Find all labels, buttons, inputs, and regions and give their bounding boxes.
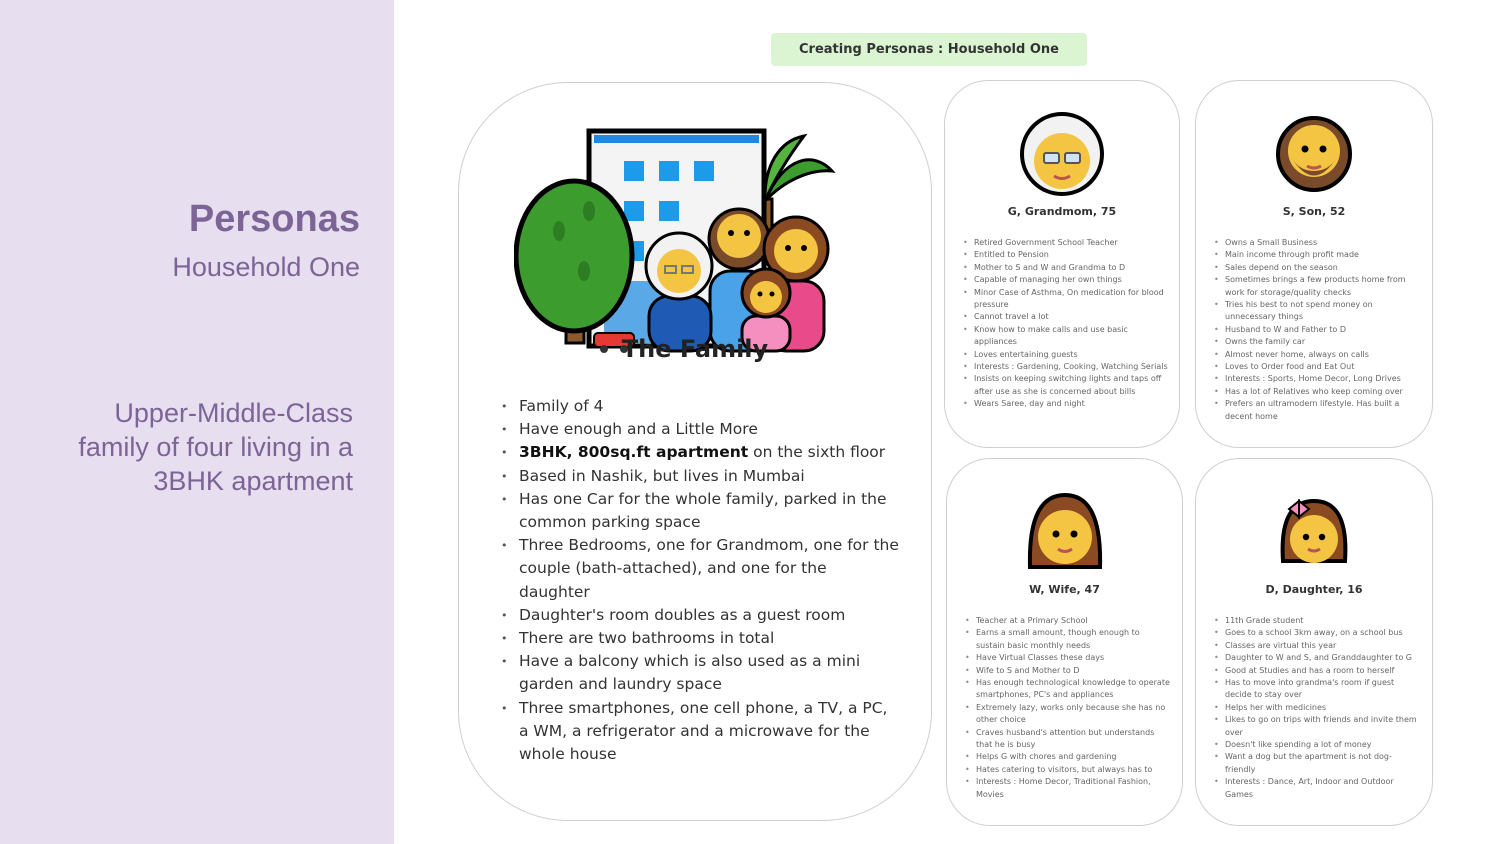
list-item: • 11th Grade student <box>1214 615 1419 627</box>
list-item: • Has one Car for the whole family, parked in the common parking space <box>501 488 901 534</box>
list-item: • Wife to S and Mother to D <box>965 665 1170 677</box>
list-item: • Craves husband's attention but understands that he is busy <box>965 727 1170 752</box>
bearded-man-face-icon <box>1269 109 1359 199</box>
list-item: • Wears Saree, day and night <box>963 398 1168 410</box>
list-item: • Husband to W and Father to D <box>1214 324 1419 336</box>
list-item: • Doesn't like spending a lot of money <box>1214 739 1419 751</box>
list-item: • Three Bedrooms, one for Grandmom, one for the couple (bath-attached), and one for the daughter <box>501 534 901 604</box>
list-item: • Have a balcony which is also used as a mini garden and laundry space <box>501 650 901 696</box>
list-item: • Three smartphones, one cell phone, a TV, a PC, a WM, a refrigerator and a microwave for the whole house <box>501 697 901 767</box>
list-item: • Classes are virtual this year <box>1214 640 1419 652</box>
persona-card-grandmom <box>944 80 1180 448</box>
list-item: • Interests : Dance, Art, Indoor and Outdoor Games <box>1214 776 1419 801</box>
list-item: • Sales depend on the season <box>1214 262 1419 274</box>
family-illustration-icon <box>514 121 859 361</box>
list-item: • Have Virtual Classes these days <box>965 652 1170 664</box>
persona-card-wife <box>946 458 1183 826</box>
list-item: • Insists on keeping switching lights and taps off after use as she is concerned about bills <box>963 373 1168 398</box>
list-item: • Retired Government School Teacher <box>963 237 1168 249</box>
list-item: • Sometimes brings a few products home from work for storage/quality checks <box>1214 274 1419 299</box>
list-item: • Loves entertaining guests <box>963 349 1168 361</box>
family-bullet-list <box>501 395 901 766</box>
list-item: • Hates catering to visitors, but always has to <box>965 764 1170 776</box>
list-item: • Main income through profit made <box>1214 249 1419 261</box>
list-item: • Owns the family car <box>1214 336 1419 348</box>
list-item: • Helps G with chores and gardening <box>965 751 1170 763</box>
list-item: • Mother to S and W and Grandma to D <box>963 262 1168 274</box>
list-item: • Interests : Home Decor, Traditional Fashion, Movies <box>965 776 1170 801</box>
list-item: • Loves to Order food and Eat Out <box>1214 361 1419 373</box>
list-item: • Has a lot of Relatives who keep coming over <box>1214 386 1419 398</box>
apartment-detail: on the sixth floor <box>748 443 886 462</box>
persona-card-son <box>1195 80 1433 448</box>
list-item: • Almost never home, always on calls <box>1214 349 1419 361</box>
list-item: • Goes to a school 3km away, on a school bus <box>1214 627 1419 639</box>
list-item: • Helps her with medicines <box>1214 702 1419 714</box>
list-item: • Interests : Gardening, Cooking, Watching Serials <box>963 361 1168 373</box>
persona-card-daughter <box>1195 458 1433 826</box>
list-item: • Capable of managing her own things <box>963 274 1168 286</box>
sidebar-panel <box>0 0 394 844</box>
list-item: • Based in Nashik, but lives in Mumbai <box>501 465 901 488</box>
household-description <box>78 396 353 498</box>
list-item: • Good at Studies and has a room to herself <box>1214 665 1419 677</box>
family-card <box>458 82 932 821</box>
list-item: • Tries his best to not spend money on unnecessary things <box>1214 299 1419 324</box>
page-subtitle: Household One <box>172 252 360 282</box>
list-item: • Daughter to W and S, and Granddaughter to G <box>1214 652 1419 664</box>
description-line-3: 3BHK apartment <box>153 466 353 496</box>
girl-face-icon <box>1269 487 1359 577</box>
grandmother-face-icon <box>1017 109 1107 199</box>
list-item: • Earns a small amount, though enough to sustain basic monthly needs <box>965 627 1170 652</box>
family-heading: The Family <box>621 335 769 363</box>
persona-name: G, Grandmom, 75 <box>1007 205 1117 218</box>
list-item: • Know how to make calls and use basic appliances <box>963 324 1168 349</box>
page-title: Personas <box>188 198 360 240</box>
list-item: • Has enough technological knowledge to operate smartphones, PC's and appliances <box>965 677 1170 702</box>
list-item: • Want a dog but the apartment is not dog-friendly <box>1214 751 1419 776</box>
persona-bullet-list <box>965 615 1170 801</box>
list-item <box>501 441 901 464</box>
persona-bullet-list <box>963 237 1168 411</box>
list-item: • Owns a Small Business <box>1214 237 1419 249</box>
list-item: • There are two bathrooms in total <box>501 627 901 650</box>
list-item: • Minor Case of Asthma, On medication for blood pressure <box>963 287 1168 312</box>
section-banner: Creating Personas : Household One <box>771 33 1087 66</box>
list-item: • Entitled to Pension <box>963 249 1168 261</box>
list-item: • Family of 4 <box>501 395 901 418</box>
list-item: • Cannot travel a lot <box>963 311 1168 323</box>
persona-name: S, Son, 52 <box>1282 205 1346 218</box>
list-item: • Likes to go on trips with friends and invite them over <box>1214 714 1419 739</box>
persona-bullet-list <box>1214 615 1419 801</box>
woman-face-icon <box>1020 487 1110 577</box>
description-line-1: Upper-Middle-Class <box>114 398 353 428</box>
persona-bullet-list <box>1214 237 1419 423</box>
apartment-highlight: 3BHK, 800sq.ft apartment <box>519 443 749 462</box>
persona-name: D, Daughter, 16 <box>1265 583 1363 596</box>
description-line-2: family of four living in a <box>78 432 353 462</box>
list-item: • Has to move into grandma's room if guest decide to stay over <box>1214 677 1419 702</box>
persona-name: W, Wife, 47 <box>1029 583 1100 596</box>
list-item: • Have enough and a Little More <box>501 418 901 441</box>
list-item: • Teacher at a Primary School <box>965 615 1170 627</box>
list-item: • Prefers an ultramodern lifestyle. Has built a decent home <box>1214 398 1419 423</box>
list-item: • Interests : Sports, Home Decor, Long Drives <box>1214 373 1419 385</box>
list-item: • Extremely lazy, works only because she has no other choice <box>965 702 1170 727</box>
list-item: • Daughter's room doubles as a guest room <box>501 604 901 627</box>
